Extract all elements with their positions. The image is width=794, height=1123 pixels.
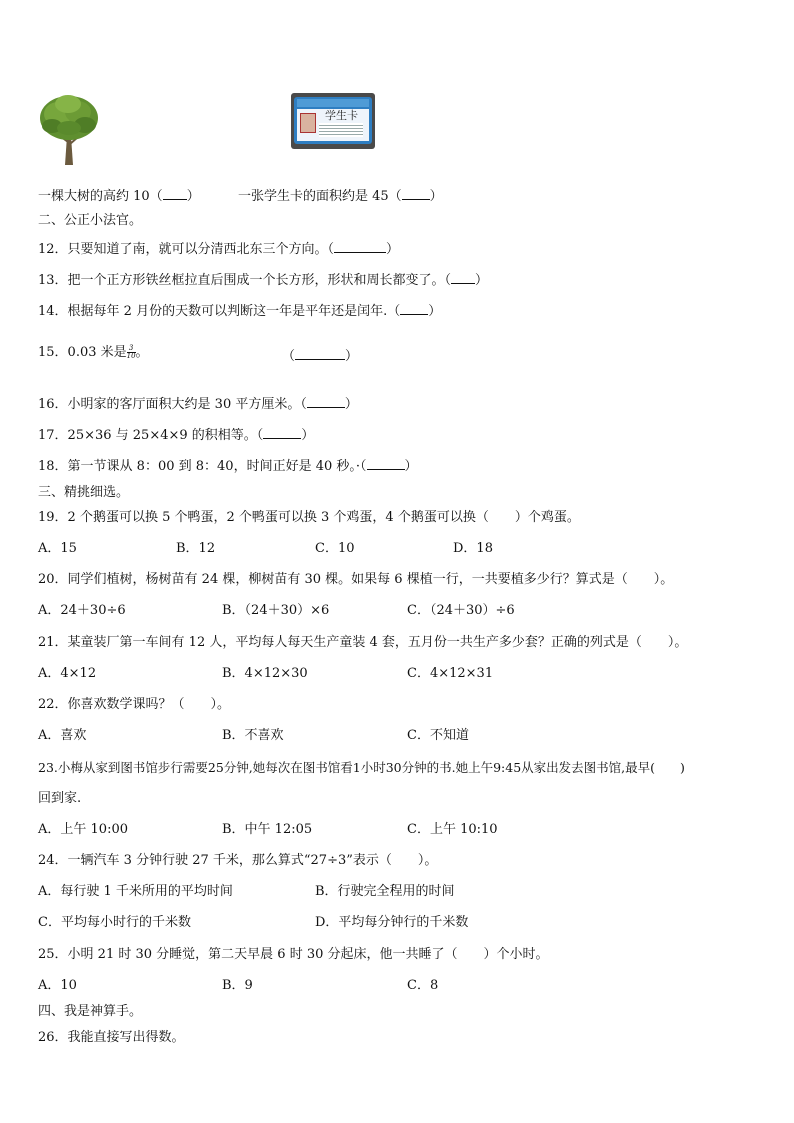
- q20-option-a[interactable]: A．24＋30÷6: [38, 603, 126, 618]
- paren-open: （: [282, 349, 296, 364]
- question-15: [38, 345, 149, 361]
- answer-blank[interactable]: [295, 347, 345, 360]
- question-text: 14．根据每年 2 月份的天数可以判断这一年是平年还是闰年.（: [38, 304, 401, 319]
- answer-blank[interactable]: [367, 457, 405, 470]
- question-22: 22．你喜欢数学课吗？（ ）。: [38, 697, 231, 712]
- question-24: 24．一辆汽车 3 分钟行驶 27 千米，那么算式“27÷3”表示（ ）。: [38, 853, 438, 868]
- q21-option-b[interactable]: B．4×12×30: [222, 666, 308, 681]
- paren-close: ）: [475, 273, 489, 288]
- paren-close: ）: [186, 189, 200, 204]
- q25-option-c[interactable]: C．8: [407, 978, 439, 993]
- question-14: [38, 302, 441, 320]
- q19-option-d[interactable]: D．18: [453, 541, 493, 556]
- q22-option-a[interactable]: A．喜欢: [38, 728, 87, 743]
- question-23-line-1: 23.小梅从家到图书馆步行需要25分钟,她每次在图书馆看1小时30分钟的书.她上午9:45从家出发去图书馆,最早( ): [38, 760, 685, 775]
- fraction-denominator: 10: [126, 352, 136, 360]
- q24-option-d[interactable]: D．平均每分钟行的千米数: [315, 915, 469, 930]
- answer-blank[interactable]: [400, 302, 428, 315]
- q25-option-a[interactable]: A．10: [38, 978, 77, 993]
- answer-blank[interactable]: [263, 426, 301, 439]
- section-4-heading: 四、我是神算手。: [38, 1004, 143, 1019]
- question-19: 19．2 个鹅蛋可以换 5 个鸭蛋，2 个鸭蛋可以换 3 个鸡蛋，4 个鹅蛋可以换（ ）个鸡蛋。: [38, 510, 580, 525]
- q21-option-a[interactable]: A．4×12: [38, 666, 97, 681]
- question-23-line-2: 回到家.: [38, 791, 82, 806]
- answer-blank[interactable]: [451, 271, 475, 284]
- question-16: [38, 395, 358, 413]
- q24-option-a[interactable]: A．每行驶 1 千米所用的平均时间: [38, 884, 233, 899]
- question-13: [38, 271, 488, 289]
- paren-close: ）: [404, 459, 418, 474]
- measurement-line: [38, 187, 443, 205]
- q21-option-c[interactable]: C．4×12×31: [407, 666, 494, 681]
- fraction-numerator: 3: [127, 345, 136, 353]
- tree-image: [38, 92, 100, 167]
- q19-option-a[interactable]: A．15: [38, 541, 77, 556]
- q20-option-b[interactable]: B．（24＋30）×6: [222, 603, 330, 618]
- question-text: 15．0.03 米是: [38, 345, 127, 360]
- question-text: 18．第一节课从 8：00 到 8：40，时间正好是 40 秒。·（: [38, 459, 367, 474]
- question-17: [38, 426, 314, 444]
- section-3-heading: 三、精挑细选。: [38, 485, 130, 500]
- q22-option-c[interactable]: C．不知道: [407, 728, 469, 743]
- student-card-image: [291, 93, 375, 149]
- question-text: 13．把一个正方形铁丝框拉直后围成一个长方形，形状和周长都变了。（: [38, 273, 452, 288]
- q22-option-b[interactable]: B．不喜欢: [222, 728, 284, 743]
- q24-option-c[interactable]: C．平均每小时行的千米数: [38, 915, 191, 930]
- q19-option-c[interactable]: C．10: [315, 541, 355, 556]
- card-area-text: 一张学生卡的面积约是 45（: [237, 189, 402, 204]
- q23-option-a[interactable]: A．上午 10:00: [38, 822, 128, 837]
- question-18: [38, 457, 418, 475]
- tree-height-blank[interactable]: [163, 187, 187, 200]
- period: 。: [135, 345, 149, 360]
- question-20: 20．同学们植树，杨树苗有 24 棵，柳树苗有 30 棵。如果每 6 棵植一行，一共要植多少行？算式是（ ）。: [38, 572, 674, 587]
- question-26: 26．我能直接写出得数。: [38, 1030, 185, 1045]
- q20-option-c[interactable]: C．（24＋30）÷6: [407, 603, 515, 618]
- q24-option-b[interactable]: B．行驶完全程用的时间: [315, 884, 455, 899]
- question-15-answer: [282, 347, 358, 365]
- q19-option-b[interactable]: B．12: [176, 541, 216, 556]
- fraction: [127, 345, 136, 360]
- section-2-heading: 二、公正小法官。: [38, 213, 143, 228]
- question-text: 12．只要知道了南，就可以分清西北东三个方向。（: [38, 242, 335, 257]
- q23-option-c[interactable]: C．上午 10:10: [407, 822, 498, 837]
- question-text: 17．25×36 与 25×4×9 的积相等。（: [38, 428, 264, 443]
- answer-blank[interactable]: [307, 395, 345, 408]
- question-25: 25．小明 21 时 30 分睡觉，第二天早晨 6 时 30 分起床，他一共睡了（ ）个小时。: [38, 947, 549, 962]
- q23-option-b[interactable]: B．中午 12:05: [222, 822, 313, 837]
- card-photo: [300, 113, 316, 133]
- paren-close: ）: [301, 428, 315, 443]
- paren-close: ）: [386, 242, 400, 257]
- q25-option-b[interactable]: B．9: [222, 978, 253, 993]
- card-text-lines: [319, 123, 363, 137]
- paren-close: ）: [345, 349, 359, 364]
- answer-blank[interactable]: [334, 240, 386, 253]
- paren-close: ）: [428, 304, 442, 319]
- paren-close: ）: [344, 397, 358, 412]
- card-title: 学生卡: [325, 109, 358, 122]
- paren-close: ）: [429, 189, 443, 204]
- question-text: 16．小明家的客厅面积大约是 30 平方厘米。（: [38, 397, 307, 412]
- question-21: 21．某童装厂第一车间有 12 人，平均每人每天生产童装 4 套，五月份一共生产多少套？正确的列式是（ ）。: [38, 635, 688, 650]
- card-area-blank[interactable]: [402, 187, 430, 200]
- question-12: [38, 240, 399, 258]
- tree-height-text: 一棵大树的高约 10（: [38, 189, 163, 204]
